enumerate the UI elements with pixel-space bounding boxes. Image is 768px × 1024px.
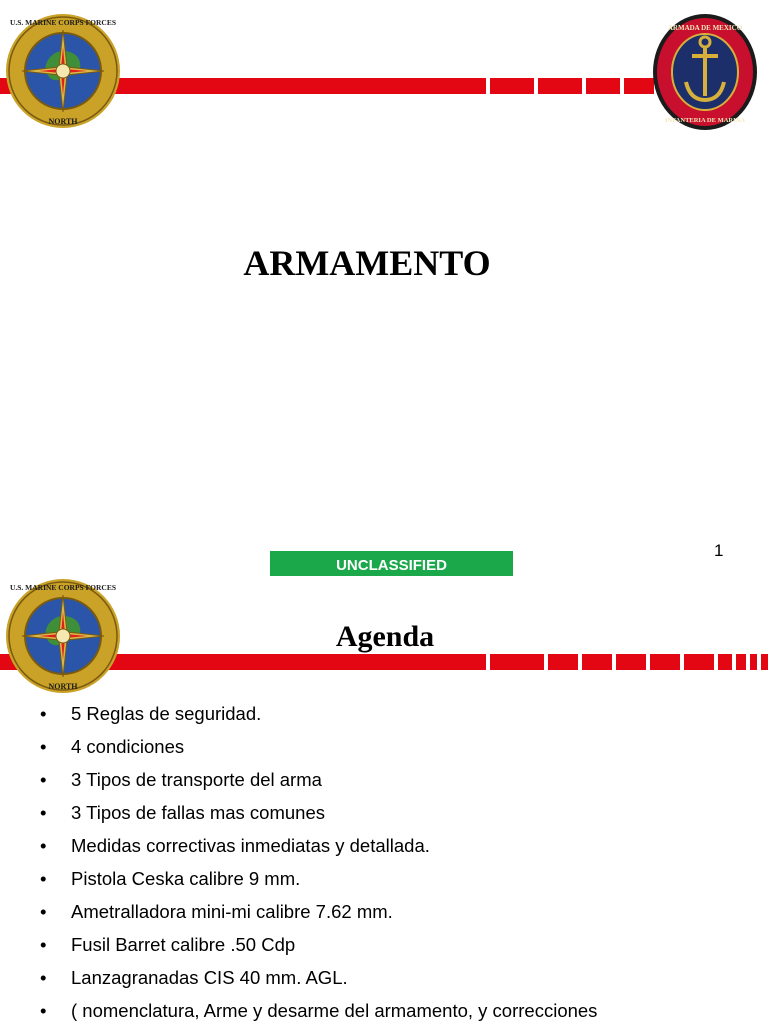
header-red-bar-segment xyxy=(490,78,534,94)
slide-title: ARMAMENTO xyxy=(243,243,491,283)
bullet-icon: • xyxy=(40,868,47,889)
seal-right-text-top: ARMADA DE MEXICO xyxy=(667,24,743,32)
header-red-bar-segment xyxy=(490,654,544,670)
seal-left-text-bottom: NORTH xyxy=(48,682,78,691)
usmc-forces-north-seal xyxy=(4,577,122,695)
list-item xyxy=(40,967,597,1000)
list-item-text: 5 Reglas de seguridad. xyxy=(71,703,262,724)
bullet-icon: • xyxy=(40,901,47,922)
seal-left-text-bottom: NORTH xyxy=(48,117,78,126)
list-item xyxy=(40,736,597,769)
list-item xyxy=(40,802,597,835)
classification-banner: UNCLASSIFIED xyxy=(270,551,513,576)
list-item xyxy=(40,703,597,736)
list-item-text: ( nomenclatura, Arme y desarme del armamento, y correcciones xyxy=(71,1000,598,1021)
agenda-slide xyxy=(0,576,768,1024)
list-item xyxy=(40,1000,597,1024)
agenda-list xyxy=(40,703,597,1024)
bullet-icon: • xyxy=(40,769,47,790)
list-item xyxy=(40,934,597,967)
list-item-text: 4 condiciones xyxy=(71,736,185,757)
bullet-icon: • xyxy=(40,703,47,724)
header-red-bar-segment xyxy=(736,654,746,670)
list-item xyxy=(40,769,597,802)
list-item xyxy=(40,835,597,868)
header-red-bar-segment xyxy=(718,654,732,670)
list-item-text: Pistola Ceska calibre 9 mm. xyxy=(71,868,301,889)
bullet-icon: • xyxy=(40,1000,47,1021)
seal-left-text-top: U.S. MARINE CORPS FORCES xyxy=(9,18,117,27)
list-item-text: Medidas correctivas inmediatas y detallada. xyxy=(71,835,430,856)
list-item-text: 3 Tipos de transporte del arma xyxy=(71,769,322,790)
header-red-bar-segment xyxy=(750,654,757,670)
header-red-bar-segment xyxy=(586,78,620,94)
seal-left-text-top: U.S. MARINE CORPS FORCES xyxy=(9,583,117,592)
header-red-bar-segment xyxy=(582,654,612,670)
armada-de-mexico-logo xyxy=(650,8,760,136)
bullet-icon: • xyxy=(40,736,47,757)
slide-title: Agenda xyxy=(335,620,435,653)
bullet-icon: • xyxy=(40,967,47,988)
list-item-text: 3 Tipos de fallas mas comunes xyxy=(71,802,325,823)
header-red-bar-segment xyxy=(650,654,680,670)
bullet-icon: • xyxy=(40,835,47,856)
seal-right-text-bottom: INFANTERIA DE MARINA xyxy=(664,117,746,124)
bullet-icon: • xyxy=(40,934,47,955)
header-red-bar-segment xyxy=(548,654,578,670)
header-red-bar-segment xyxy=(761,654,768,670)
list-item-text: Fusil Barret calibre .50 Cdp xyxy=(71,934,296,955)
header-red-bar-segment xyxy=(684,654,714,670)
page-number: 1 xyxy=(714,541,724,560)
usmc-forces-north-seal xyxy=(4,12,122,130)
header-red-bar-segment xyxy=(538,78,582,94)
list-item-text: Lanzagranadas CIS 40 mm. AGL. xyxy=(71,967,348,988)
list-item-text: Ametralladora mini-mi calibre 7.62 mm. xyxy=(71,901,393,922)
list-item xyxy=(40,901,597,934)
bullet-icon: • xyxy=(40,802,47,823)
header-red-bar-segment xyxy=(616,654,646,670)
list-item xyxy=(40,868,597,901)
